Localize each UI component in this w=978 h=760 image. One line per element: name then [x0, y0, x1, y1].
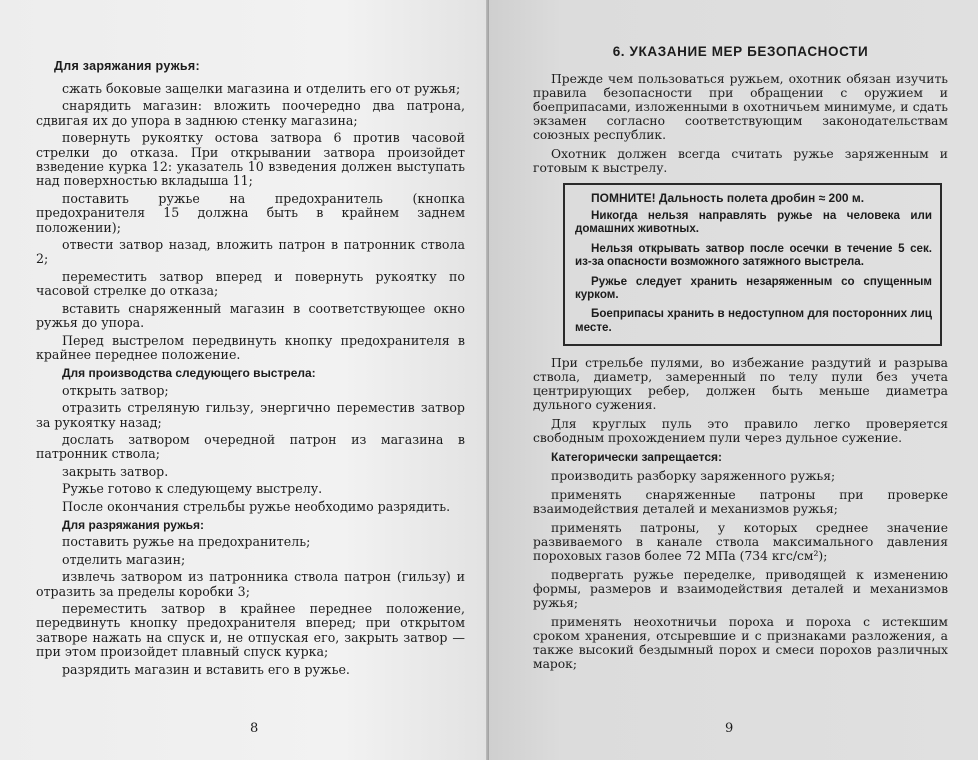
page-number-right: 9: [725, 721, 734, 736]
loading-step: отвести затвор назад, вложить патрон в патронник ствола 2;: [36, 237, 465, 267]
bullets-paragraph: Для круглых пуль это правило легко проверяется свободным прохождением пули через дульное сужение.: [533, 417, 948, 446]
intro-paragraph: Охотник должен всегда считать ружье заряженным и готовым к выстрелу.: [533, 147, 948, 175]
unload-heading: Для разряжания ружья:: [62, 517, 204, 532]
unload-step: разрядить магазин и вставить его в ружье.: [62, 661, 350, 677]
warning-line: Никогда нельзя направлять ружье на человека или домашних животных.: [575, 209, 932, 236]
intro-paragraph: Прежде чем пользоваться ружьем, охотник обязан изучить правила безопасности при обращении с оружием и боеприпасами, изложенными в охотничьем минимуме, и сдать экзамен согласно соответствующим законодательствам союзных республик.: [533, 72, 948, 142]
next-shot-step: После окончания стрельбы ружье необходимо разрядить.: [62, 498, 451, 514]
warning-box: [563, 183, 942, 346]
prohibited-item: применять снаряженные патроны при проверке взаимодействия деталей и механизмов ружья;: [533, 488, 948, 517]
right-page: [489, 0, 978, 760]
loading-step: Перед выстрелом передвинуть кнопку предохранителя в крайнее переднее положение.: [36, 332, 465, 362]
loading-step: повернуть рукоятку остова затвора 6 против часовой стрелки до отказа. При открывании затвора произойдет взведение курка 12: указатель 10 взведения должен выступать над поверхностью вкладыша 11;: [36, 130, 465, 189]
prohibited-item: подвергать ружье переделке, приводящей к изменению формы, размеров и взаимодействия деталей и механизмов ружья;: [533, 568, 948, 611]
warning-line: Нельзя открывать затвор после осечки в течение 5 сек. из-за опасности возможного затяжного выстрела.: [575, 241, 932, 269]
next-shot-step: Ружье готово к следующему выстрелу.: [62, 481, 323, 497]
section-title: 6. УКАЗАНИЕ МЕР БЕЗОПАСНОСТИ: [612, 44, 869, 59]
unload-step: отделить магазин;: [62, 551, 186, 567]
prohibited-heading: Категорически запрещается:: [551, 450, 723, 465]
prohibited-item: производить разборку заряженного ружья;: [551, 469, 836, 484]
next-shot-step: закрыть затвор.: [62, 463, 169, 479]
loading-step: вставить снаряженный магазин в соответствующее окно ружья до упора.: [36, 300, 465, 331]
unload-step: поставить ружье на предохранитель;: [62, 534, 311, 550]
loading-step: переместить затвор вперед и повернуть рукоятку по часовой стрелке до отказа;: [36, 268, 465, 299]
next-shot-step: отразить стреляную гильзу, энергично переместив затвор за рукоятку назад;: [36, 400, 465, 430]
next-shot-step: открыть затвор;: [62, 382, 169, 398]
unload-step: извлечь затвором из патронника ствола патрон (гильзу) и отразить за пределы коробки 3;: [36, 569, 465, 599]
loading-step: снарядить магазин: вложить поочередно два патрона, сдвигая их до упора в заднюю стенку магазина;: [36, 98, 465, 128]
bullets-paragraph: При стрельбе пулями, во избежание раздутий и разрыва ствола, диаметр, замеренный по телу пули без учета центрирующих ребер, должен быть меньше диаметра дульного сужения.: [533, 356, 948, 413]
next-shot-heading: Для производства следующего выстрела:: [62, 366, 316, 381]
warning-line: Ружье следует хранить незаряженным со спущенным курком.: [575, 274, 932, 302]
warning-line: Боеприпасы хранить в недоступном для посторонних лиц месте.: [575, 307, 932, 334]
warning-title: ПОМНИТЕ! Дальность полета дробин ≈ 200 м.: [591, 191, 865, 205]
prohibited-item: применять неохотничьи пороха и пороха с истекшим сроком хранения, отсыревшие и с признаками разложения, а также высокий бездымный порох и смеси порохов различных марок;: [533, 615, 948, 672]
unload-step: переместить затвор в крайнее переднее положение, передвинуть кнопку предохранителя вперед; при открытом затворе нажать на спуск и, не отпуская его, закрыть затвор — при этом произойдет плавный спуск курка;: [36, 601, 465, 660]
next-shot-step: дослать затвором очередной патрон из магазина в патронник ствола;: [36, 431, 465, 462]
prohibited-item: применять патроны, у которых среднее значение развиваемого в канале ствола максимального давления пороховых газов более 72 МПа (734 кгс/см²);: [533, 521, 948, 564]
loading-step: сжать боковые защелки магазина и отделить его от ружья;: [62, 81, 461, 96]
page-number-left: 8: [250, 721, 259, 736]
loading-heading: Для заряжания ружья:: [54, 59, 200, 73]
loading-step: поставить ружье на предохранитель (кнопка предохранителя 15 должна быть в крайнем заднем положении);: [36, 190, 465, 235]
